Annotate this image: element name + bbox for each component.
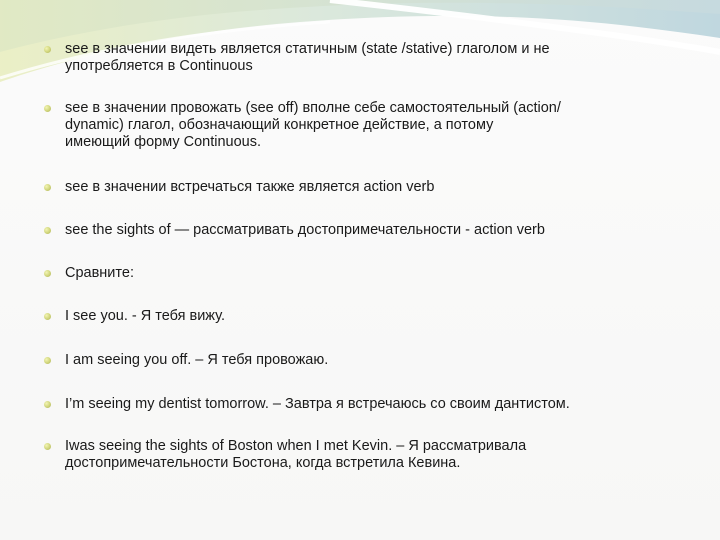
list-item — [44, 41, 694, 75]
list-item — [44, 396, 694, 413]
bullet-icon — [44, 46, 51, 53]
bullet-text: see в значении встречаться также является action verb — [65, 179, 435, 195]
bullet-text: see the sights of — рассматривать достопримечательности - action verb — [65, 222, 545, 238]
list-item — [44, 265, 694, 282]
list-item — [44, 438, 694, 472]
bullet-icon — [44, 401, 51, 408]
bullet-icon — [44, 313, 51, 320]
list-item — [44, 308, 694, 325]
list-item — [44, 222, 694, 239]
bullet-icon — [44, 443, 51, 450]
bullet-text: see в значении видеть является статичным (state /stative) глаголом и не употребляется в Continuous — [65, 41, 550, 74]
bullet-icon — [44, 227, 51, 234]
bullet-icon — [44, 105, 51, 112]
list-item — [44, 179, 694, 196]
bullet-icon — [44, 184, 51, 191]
bullet-text: Сравните: — [65, 265, 134, 281]
bullet-text: I see you. - Я тебя вижу. — [65, 308, 225, 324]
bullet-text: I am seeing you off. – Я тебя провожаю. — [65, 352, 329, 368]
bullet-icon — [44, 270, 51, 277]
bullet-icon — [44, 357, 51, 364]
list-item — [44, 100, 694, 151]
bullet-text: I’m seeing my dentist tomorrow. – Завтра я встречаюсь со своим дантистом. — [65, 396, 570, 412]
bullet-text: Iwas seeing the sights of Boston when I met Kevin. – Я рассматривала достопримечательности Бостона, когда встретила Кевина. — [65, 438, 527, 471]
bullet-text: see в значении провожать (see off) вполне себе самостоятельный (action/ dynamic) глагол, обозначающий конкретное действие, а потому имеющий форму Continuous. — [65, 100, 561, 150]
list-item — [44, 352, 694, 369]
